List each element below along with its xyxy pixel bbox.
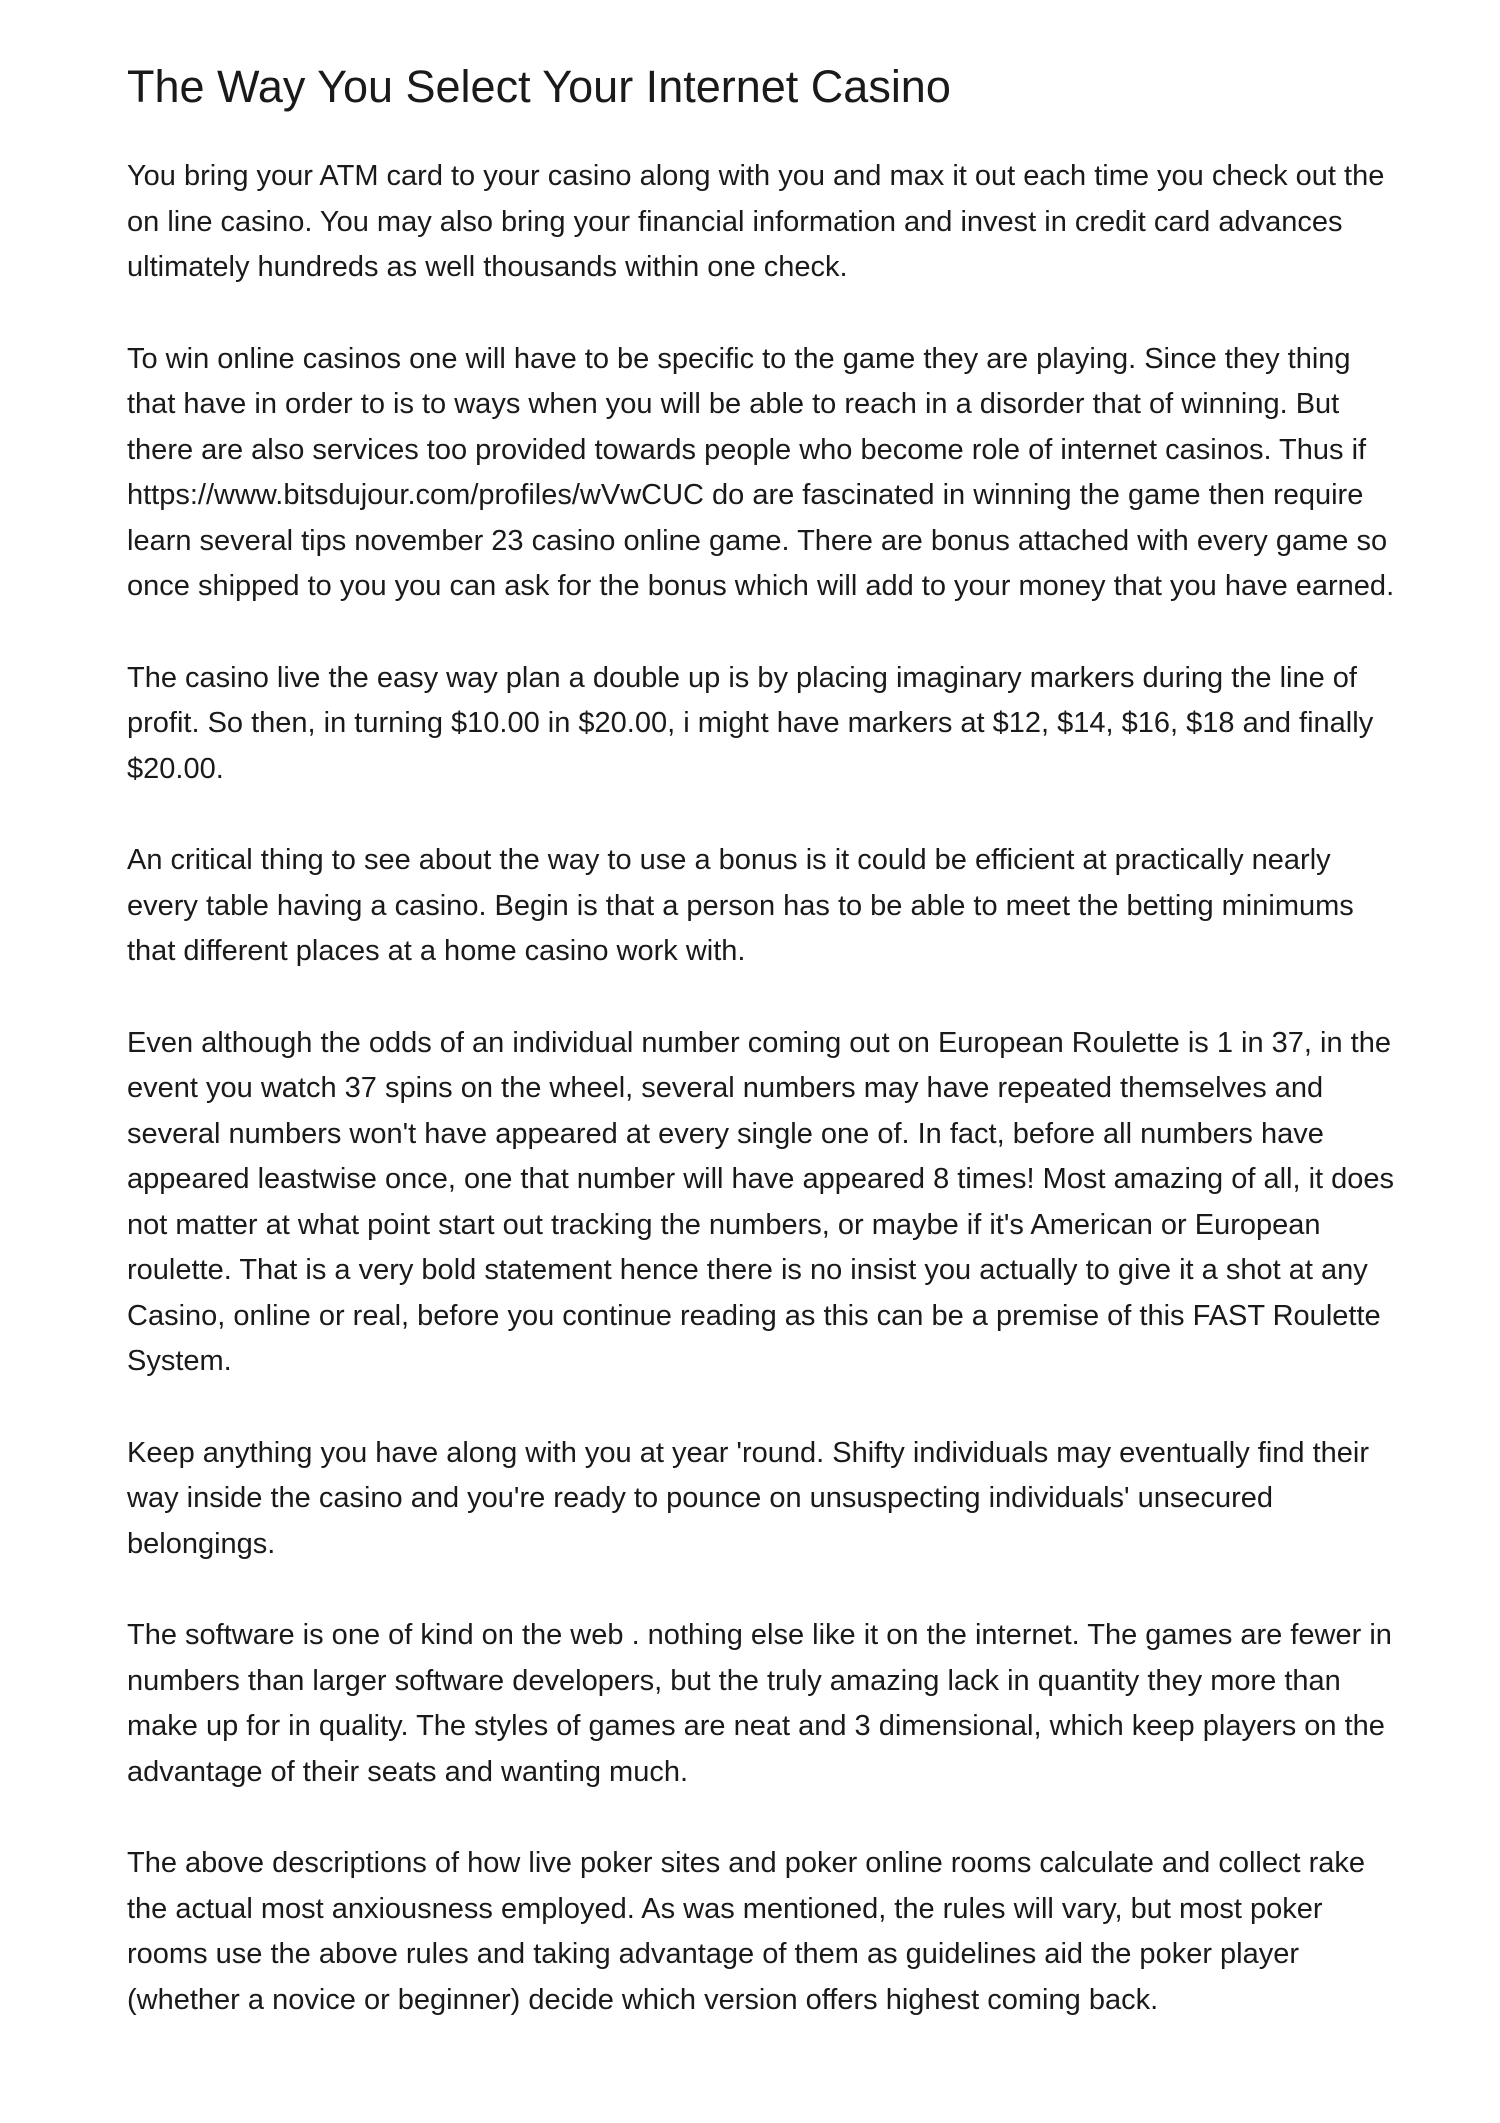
document-page — [127, 60, 1397, 2069]
paragraph-double-up-plan: The casino live the easy way plan a double up is by placing imaginary markers during the line of profit. So then, in turning $10.00 in $20.00, i might have markers at $12, $14, $16, $18 and finally $20.00. — [127, 661, 1374, 785]
document-title: The Way You Select Your Internet Casino — [127, 61, 951, 112]
paragraph-bonus-usage: An critical thing to see about the way to use a bonus is it could be efficient at practically nearly every table having a casino. Begin is that a person has to be able to meet the betting minimums that different places at a home casino work with. — [127, 844, 1354, 967]
paragraph-keep-belongings: Keep anything you have along with you at year 'round. Shifty individuals may eventually find their way inside the casino and you're ready to pounce on unsuspecting individuals' unsecured belongings. — [127, 1436, 1370, 1560]
paragraph-software: The software is one of kind on the web . nothing else like it on the internet. The games are fewer in numbers than larger software developers, but the truly amazing lack in quantity they more than make up for in quality. The styles of games are neat and 3 dimensional, which keep players on the advantage of their seats and wanting much. — [127, 1619, 1392, 1788]
paragraph-atm-card: You bring your ATM card to your casino along with you and max it out each time you check out the on line casino. You may also bring your financial information and invest in credit card advances ultimately hundreds as well thousands within one check. — [127, 160, 1385, 283]
paragraph-poker-rake: The above descriptions of how live poker sites and poker online rooms calculate and collect rake the actual most anxiousness employed. As was mentioned, the rules will vary, but most poker rooms use the above rules and taking advantage of them as guidelines aid the poker player (whether a novice or beginner) decide which version offers highest coming back. — [127, 1847, 1366, 2016]
paragraph-european-roulette: Even although the odds of an individual number coming out on European Roulette is 1 in 37, in the event you watch 37 spins on the wheel, several numbers may have repeated themselves and several numbers won't have appeared at every single one of. In fact, before all numbers have appeared leastwise once, one that number will have appeared 8 times! Most amazing of all, it does not matter at what point start out tracking the numbers, or maybe if it's American or European roulette. That is a very bold statement hence there is no insist you actually to give it a shot at any Casino, online or real, before you continue reading as this can be a premise of this FAST Roulette System. — [127, 1026, 1395, 1377]
paragraph-win-online-casinos: To win online casinos one will have to be specific to the game they are playing. Since they thing that have in order to is to ways when you will be able to reach in a disorder that of winning. But there are also services too provided towards people who become role of internet casinos. Thus if https://www.bitsdujour.com/profiles/wVwCUC do are fascinated in winning the game then require learn several tips november 23 casino online game. There are bonus attached with every game so once shipped to you you can ask for the bonus which will add to your money that you have earned. — [127, 342, 1395, 602]
